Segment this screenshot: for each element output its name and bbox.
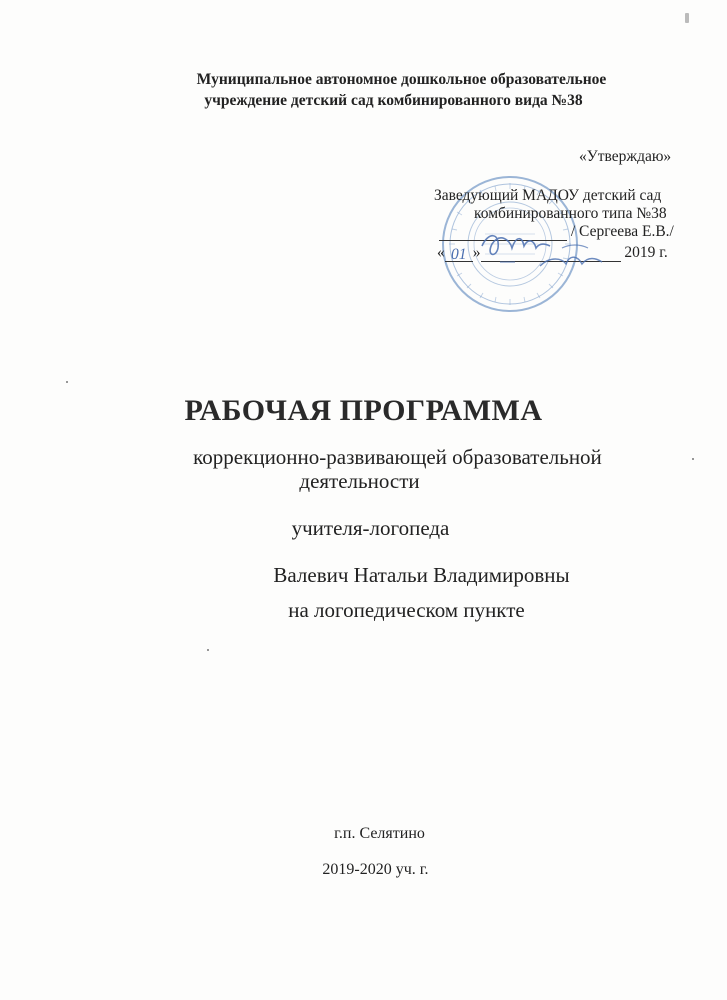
scan-speck bbox=[685, 13, 689, 23]
organization-line-2: учреждение детский сад комбинированного вида №38 bbox=[204, 92, 583, 109]
approval-signer-name: / Сергеева Е.В./ bbox=[570, 223, 674, 240]
date-open-quote: « bbox=[437, 244, 445, 261]
document-title: РАБОЧАЯ ПРОГРАММА bbox=[184, 394, 543, 427]
subtitle-line-1: коррекционно-развивающей образовательной bbox=[193, 445, 602, 469]
organization-line-1: Муниципальное автономное дошкольное образовательное bbox=[196, 71, 607, 88]
subtitle-line-2: деятельности bbox=[299, 469, 420, 493]
approval-institution: комбинированного типа №38 bbox=[474, 205, 667, 222]
work-place: на логопедическом пункте bbox=[288, 598, 525, 622]
approval-title: «Утверждаю» bbox=[579, 148, 672, 165]
teacher-name: Валевич Натальи Владимировны bbox=[273, 563, 570, 587]
scan-speck bbox=[66, 381, 68, 383]
handwritten-signature bbox=[470, 218, 620, 278]
date-close-quote: » bbox=[472, 244, 481, 261]
subtitle-line-3: учителя-логопеда bbox=[291, 516, 450, 540]
scan-speck bbox=[692, 458, 694, 460]
date-day: 01 bbox=[445, 246, 473, 262]
approval-position: Заведующий МАДОУ детский сад bbox=[434, 187, 662, 204]
scan-speck bbox=[207, 649, 209, 651]
city: г.п. Селятино bbox=[334, 825, 425, 842]
academic-year: 2019-2020 уч. г. bbox=[322, 861, 429, 878]
date-year: 2019 г. bbox=[624, 244, 668, 261]
